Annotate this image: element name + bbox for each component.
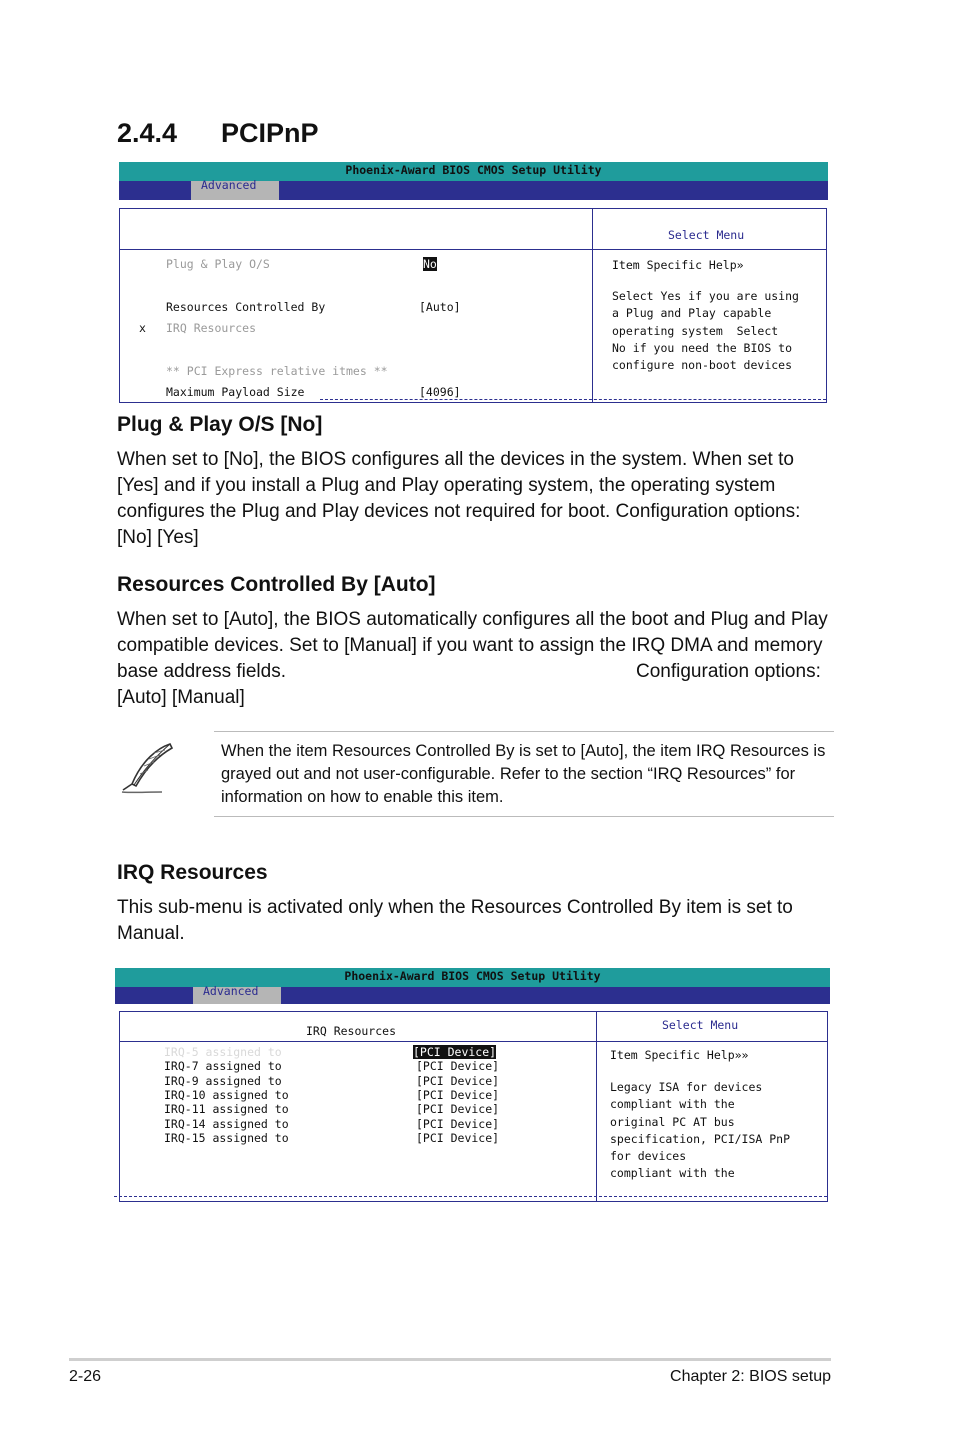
help-header: Select Menu [668, 228, 745, 242]
heading-plug-play: Plug & Play O/S [No] [117, 413, 323, 436]
tab-advanced[interactable] [191, 178, 279, 200]
page-number: 2-26 [69, 1368, 102, 1385]
irq-row-5-value[interactable] [413, 1045, 496, 1059]
item-payload-label[interactable]: Maximum Payload Size [166, 385, 305, 399]
bios-main-panel [119, 208, 827, 403]
help-title [612, 258, 744, 272]
irq-row-5-value-text: [PCI Device] [413, 1045, 497, 1059]
irq-row-11-label[interactable]: IRQ-11 assigned to [164, 1102, 289, 1116]
heading-irq: IRQ Resources [117, 861, 268, 884]
bios2-main-panel [119, 1011, 828, 1202]
tab-advanced-label: Advanced [201, 178, 257, 192]
note-feather-icon [118, 740, 178, 800]
bios2-header-divider [120, 1041, 827, 1042]
item-irq-prefix: x [139, 321, 146, 335]
note-top-rule [214, 731, 834, 732]
bios-utility-title: Phoenix-Award BIOS CMOS Setup Utility [119, 162, 828, 181]
bios-screen-irq [115, 968, 830, 1203]
irq-row-7-value[interactable]: [PCI Device] [416, 1059, 500, 1073]
heading-resources: Resources Controlled By [Auto] [117, 573, 436, 596]
panel-title: PCIPnP [349, 216, 391, 230]
section-number: 2.4.4 [117, 118, 178, 148]
bios2-help-text: Legacy ISA for devices compliant with the original PC AT bus specification, PCI/ISA PnP for devices compliant with the [610, 1080, 791, 1181]
text-irq: This sub-menu is activated only when the Resources Controlled By item is set to Manual. [117, 897, 793, 944]
footer-rule [69, 1358, 831, 1361]
text-resources-options: [Auto] [Manual] [117, 687, 245, 708]
help-title-text: Item Specific Help [612, 258, 737, 272]
bios2-bottom-dashes [114, 1196, 827, 1197]
text-plug-play: When set to [No], the BIOS configures all the devices in the system. When set to [Yes] and if you install a Plug and Play operating system, the operating system configures the Plug and Play devices not required for boot. Configuration options: [No] [Yes] [117, 449, 801, 548]
section-title [117, 118, 319, 149]
chapter-label: Chapter 2: BIOS setup [670, 1368, 831, 1385]
irq-row-11-value[interactable]: [PCI Device] [416, 1102, 500, 1116]
note-bottom-rule [214, 816, 834, 817]
bios2-tab-advanced-label: Advanced [203, 984, 259, 998]
irq-row-14-label[interactable]: IRQ-14 assigned to [164, 1117, 289, 1131]
panel-bottom-dashes [320, 399, 826, 400]
bios2-help-header: Select Menu [662, 1018, 739, 1032]
help-arrows-icon: » [736, 258, 744, 272]
help-text: Select Yes if you are using a Plug and Play capable operating system Select No if you need the BIOS to configure non-boot devices [612, 289, 799, 373]
note-text: When the item Resources Controlled By is set to [Auto], the item IRQ Resources is grayed out and not user-configurable. Refer to the section “IRQ Resources” for information on how to enable this item. [221, 742, 826, 806]
irq-row-10-label[interactable]: IRQ-10 assigned to [164, 1088, 289, 1102]
irq-row-9-label[interactable]: IRQ-9 assigned to [164, 1074, 282, 1088]
irq-row-9-value[interactable]: [PCI Device] [416, 1074, 500, 1088]
item-plug-play-value[interactable] [423, 257, 437, 271]
bios-menubar [119, 178, 828, 200]
bios2-help-arrows-icon: »» [734, 1048, 749, 1062]
text-resources-config: Configuration options: [636, 661, 821, 682]
item-payload-value[interactable]: [4096] [419, 385, 461, 399]
irq-row-15-label[interactable]: IRQ-15 assigned to [164, 1131, 289, 1145]
item-pcie-section-label: ** PCI Express relative itmes ** [166, 364, 388, 378]
panel-divider [592, 209, 593, 402]
item-irq-label: IRQ Resources [166, 321, 257, 335]
bios2-help-title-text: Item Specific Help [610, 1048, 735, 1062]
irq-row-15-value[interactable]: [PCI Device] [416, 1131, 500, 1145]
bios2-help-title [610, 1048, 748, 1062]
bios2-menubar [115, 984, 830, 1004]
item-plug-play-label[interactable]: Plug & Play O/S [166, 257, 270, 271]
section-name: PCIPnP [221, 118, 319, 148]
irq-row-5-label[interactable]: IRQ-5 assigned to [164, 1045, 282, 1059]
irq-row-7-label[interactable]: IRQ-7 assigned to [164, 1059, 282, 1073]
item-resources-label[interactable]: Resources Controlled By [166, 300, 326, 314]
bios2-panel-title: IRQ Resources [306, 1024, 397, 1038]
bios2-utility-title: Phoenix-Award BIOS CMOS Setup Utility [115, 968, 830, 987]
text-resources-main: When set to [Auto], the BIOS automatically configures all the boot and Plug and Play compatible devices. Set to [Manual] if you want to assign the IRQ DMA and memory base address fields. [117, 609, 828, 682]
bios2-tab-advanced[interactable] [193, 984, 281, 1004]
bios-screen-pcipnp [119, 162, 828, 404]
item-resources-value[interactable]: [Auto] [419, 300, 461, 314]
item-plug-play-value-text: No [423, 257, 437, 271]
irq-row-14-value[interactable]: [PCI Device] [416, 1117, 500, 1131]
panel-header-divider [120, 249, 826, 250]
irq-row-10-value[interactable]: [PCI Device] [416, 1088, 500, 1102]
